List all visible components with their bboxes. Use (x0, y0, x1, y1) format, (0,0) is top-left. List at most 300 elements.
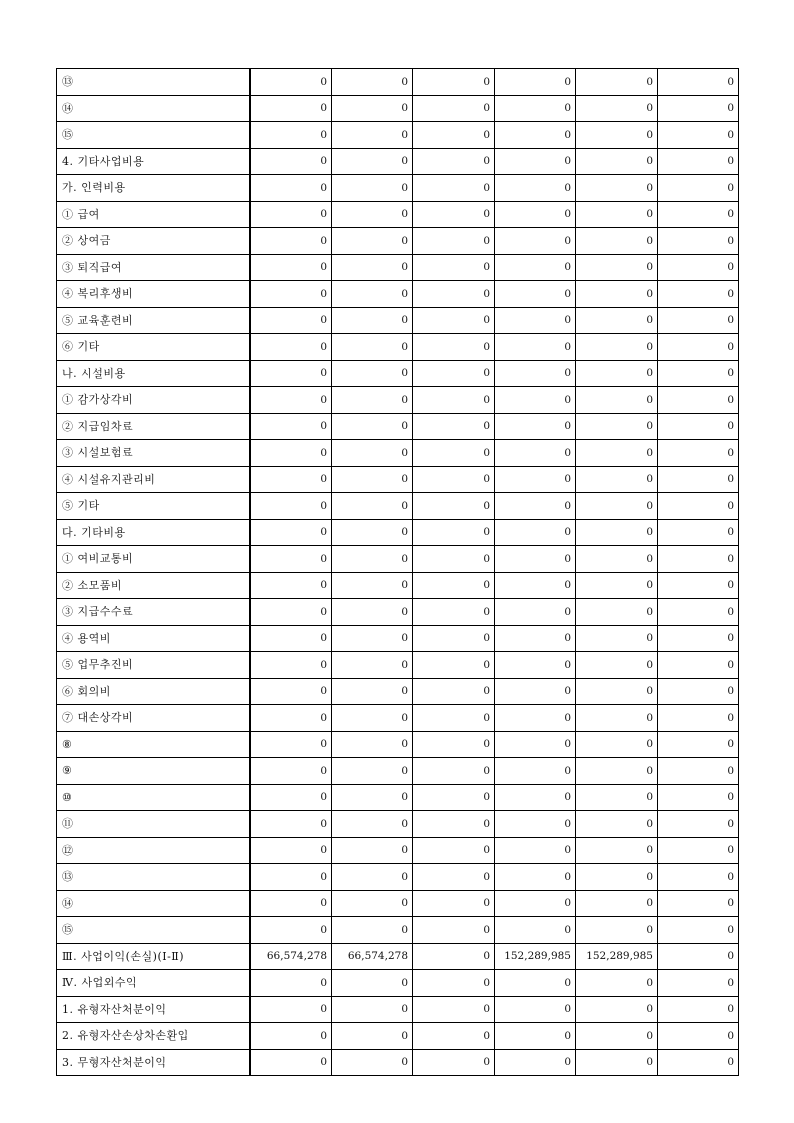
amount-cell: 0 (413, 466, 495, 493)
amount-cell: 0 (332, 731, 413, 758)
amount-cell: 0 (576, 519, 658, 546)
amount-cell: 0 (250, 1023, 332, 1050)
table-row (57, 705, 739, 732)
amount-cell: 0 (576, 254, 658, 281)
amount-cell: 0 (658, 387, 739, 414)
row-label: ③ 퇴직급여 (57, 254, 250, 281)
amount-cell: 0 (658, 652, 739, 679)
amount-cell: 0 (413, 784, 495, 811)
amount-cell: 0 (413, 387, 495, 414)
amount-cell: 0 (250, 69, 332, 96)
amount-cell: 0 (332, 493, 413, 520)
amount-cell: 0 (576, 148, 658, 175)
table-row (57, 519, 739, 546)
amount-cell: 0 (250, 599, 332, 626)
amount-cell: 0 (495, 440, 576, 467)
amount-cell: 0 (658, 413, 739, 440)
table-row (57, 307, 739, 334)
amount-cell: 0 (250, 678, 332, 705)
amount-cell: 0 (576, 572, 658, 599)
amount-cell: 0 (250, 546, 332, 573)
amount-cell: 0 (413, 652, 495, 679)
amount-cell: 0 (495, 758, 576, 785)
amount-cell: 0 (250, 996, 332, 1023)
row-label: ⑮ (57, 917, 250, 944)
row-label: 나. 시설비용 (57, 360, 250, 387)
amount-cell: 0 (413, 546, 495, 573)
amount-cell: 0 (332, 281, 413, 308)
amount-cell: 0 (495, 917, 576, 944)
amount-cell: 0 (332, 387, 413, 414)
amount-cell: 0 (576, 917, 658, 944)
row-label: ③ 지급수수료 (57, 599, 250, 626)
table-row (57, 917, 739, 944)
amount-cell: 0 (250, 1049, 332, 1076)
row-label: ⑤ 기타 (57, 493, 250, 520)
table-row (57, 890, 739, 917)
row-label: ④ 복리후생비 (57, 281, 250, 308)
table-row (57, 572, 739, 599)
amount-cell: 0 (413, 175, 495, 202)
amount-cell: 0 (332, 519, 413, 546)
amount-cell: 0 (658, 837, 739, 864)
amount-cell: 0 (413, 201, 495, 228)
amount-cell: 0 (413, 493, 495, 520)
row-label: ⑭ (57, 95, 250, 122)
amount-cell: 0 (250, 519, 332, 546)
amount-cell: 0 (658, 678, 739, 705)
amount-cell: 0 (332, 572, 413, 599)
amount-cell: 0 (413, 122, 495, 149)
row-label: 3. 무형자산처분이익 (57, 1049, 250, 1076)
table-row (57, 996, 739, 1023)
table-row (57, 811, 739, 838)
amount-cell: 0 (576, 996, 658, 1023)
row-label: ⑫ (57, 837, 250, 864)
amount-cell: 0 (413, 572, 495, 599)
amount-cell: 0 (250, 95, 332, 122)
amount-cell: 0 (413, 917, 495, 944)
amount-cell: 0 (576, 95, 658, 122)
row-label: ① 급여 (57, 201, 250, 228)
amount-cell: 0 (495, 811, 576, 838)
amount-cell: 0 (413, 890, 495, 917)
amount-cell: 0 (495, 307, 576, 334)
row-label: 가. 인력비용 (57, 175, 250, 202)
amount-cell: 0 (658, 784, 739, 811)
financial-statement-table (56, 68, 739, 1076)
table-row (57, 281, 739, 308)
row-label: ① 여비교통비 (57, 546, 250, 573)
amount-cell: 0 (250, 387, 332, 414)
amount-cell: 0 (250, 201, 332, 228)
amount-cell: 0 (413, 943, 495, 970)
amount-cell: 0 (332, 440, 413, 467)
amount-cell: 0 (576, 678, 658, 705)
table-row (57, 493, 739, 520)
amount-cell: 0 (658, 466, 739, 493)
row-label: ⑦ 대손상각비 (57, 705, 250, 732)
amount-cell: 0 (576, 360, 658, 387)
table-row (57, 122, 739, 149)
amount-cell: 0 (495, 148, 576, 175)
amount-cell: 0 (576, 811, 658, 838)
amount-cell: 0 (332, 784, 413, 811)
amount-cell: 0 (332, 307, 413, 334)
amount-cell: 0 (495, 413, 576, 440)
amount-cell: 0 (332, 148, 413, 175)
table-row (57, 652, 739, 679)
amount-cell: 0 (576, 599, 658, 626)
amount-cell: 0 (495, 970, 576, 997)
amount-cell: 0 (658, 917, 739, 944)
amount-cell: 0 (332, 599, 413, 626)
table-row (57, 440, 739, 467)
amount-cell: 0 (250, 731, 332, 758)
amount-cell: 0 (332, 175, 413, 202)
amount-cell: 0 (413, 440, 495, 467)
amount-cell: 0 (576, 334, 658, 361)
amount-cell: 0 (576, 652, 658, 679)
amount-cell: 0 (332, 970, 413, 997)
amount-cell: 0 (658, 1023, 739, 1050)
table-row (57, 201, 739, 228)
row-label: ⑮ (57, 122, 250, 149)
amount-cell: 66,574,278 (250, 943, 332, 970)
amount-cell: 0 (332, 334, 413, 361)
amount-cell: 0 (250, 122, 332, 149)
amount-cell: 0 (658, 254, 739, 281)
amount-cell: 0 (576, 281, 658, 308)
amount-cell: 152,289,985 (495, 943, 576, 970)
amount-cell: 0 (576, 201, 658, 228)
row-label: ⑬ (57, 864, 250, 891)
amount-cell: 0 (332, 466, 413, 493)
amount-cell: 0 (495, 387, 576, 414)
amount-cell: 0 (495, 599, 576, 626)
amount-cell: 0 (250, 360, 332, 387)
row-label: Ⅲ. 사업이익(손실)(Ⅰ-Ⅱ) (57, 943, 250, 970)
amount-cell: 0 (332, 758, 413, 785)
amount-cell: 0 (495, 122, 576, 149)
amount-cell: 0 (413, 1023, 495, 1050)
table-row (57, 466, 739, 493)
amount-cell: 0 (658, 572, 739, 599)
amount-cell: 0 (658, 122, 739, 149)
amount-cell: 0 (576, 175, 658, 202)
table-row (57, 599, 739, 626)
amount-cell: 0 (658, 307, 739, 334)
amount-cell: 0 (250, 281, 332, 308)
row-label: ⑭ (57, 890, 250, 917)
amount-cell: 0 (658, 1049, 739, 1076)
amount-cell: 0 (495, 996, 576, 1023)
amount-cell: 0 (250, 705, 332, 732)
amount-cell: 0 (576, 864, 658, 891)
amount-cell: 0 (495, 837, 576, 864)
row-label: ⑪ (57, 811, 250, 838)
amount-cell: 0 (658, 519, 739, 546)
amount-cell: 0 (250, 572, 332, 599)
amount-cell: 0 (332, 201, 413, 228)
amount-cell: 0 (250, 625, 332, 652)
amount-cell: 0 (413, 95, 495, 122)
amount-cell: 0 (332, 228, 413, 255)
table-row (57, 864, 739, 891)
amount-cell: 0 (576, 387, 658, 414)
amount-cell: 0 (250, 837, 332, 864)
amount-cell: 0 (495, 360, 576, 387)
amount-cell: 0 (332, 95, 413, 122)
table-row (57, 625, 739, 652)
row-label: ⑤ 교육훈련비 (57, 307, 250, 334)
row-label: 1. 유형자산처분이익 (57, 996, 250, 1023)
amount-cell: 0 (495, 466, 576, 493)
amount-cell: 0 (413, 281, 495, 308)
row-label: ⑤ 업무추진비 (57, 652, 250, 679)
amount-cell: 0 (576, 837, 658, 864)
amount-cell: 0 (250, 334, 332, 361)
row-label: ⑥ 기타 (57, 334, 250, 361)
amount-cell: 0 (332, 1049, 413, 1076)
amount-cell: 0 (413, 625, 495, 652)
amount-cell: 0 (658, 228, 739, 255)
amount-cell: 0 (250, 440, 332, 467)
amount-cell: 0 (658, 943, 739, 970)
amount-cell: 0 (250, 917, 332, 944)
amount-cell: 0 (658, 996, 739, 1023)
amount-cell: 0 (332, 69, 413, 96)
amount-cell: 0 (576, 1023, 658, 1050)
amount-cell: 0 (576, 122, 658, 149)
table-row (57, 678, 739, 705)
amount-cell: 0 (413, 360, 495, 387)
amount-cell: 0 (576, 625, 658, 652)
amount-cell: 0 (250, 970, 332, 997)
amount-cell: 152,289,985 (576, 943, 658, 970)
amount-cell: 0 (495, 1023, 576, 1050)
table-row (57, 837, 739, 864)
amount-cell: 0 (495, 281, 576, 308)
table-row (57, 758, 739, 785)
amount-cell: 0 (658, 731, 739, 758)
amount-cell: 0 (658, 440, 739, 467)
row-label: ③ 시설보험료 (57, 440, 250, 467)
table-row (57, 970, 739, 997)
amount-cell: 0 (495, 334, 576, 361)
row-label: ⑨ (57, 758, 250, 785)
amount-cell: 0 (658, 864, 739, 891)
amount-cell: 0 (576, 784, 658, 811)
amount-cell: 0 (332, 254, 413, 281)
amount-cell: 0 (332, 864, 413, 891)
amount-cell: 0 (495, 546, 576, 573)
amount-cell: 0 (495, 864, 576, 891)
amount-cell: 0 (658, 281, 739, 308)
amount-cell: 0 (413, 811, 495, 838)
table-row (57, 387, 739, 414)
amount-cell: 0 (495, 519, 576, 546)
table-body (57, 69, 739, 1076)
table-row (57, 175, 739, 202)
amount-cell: 0 (250, 307, 332, 334)
amount-cell: 0 (413, 148, 495, 175)
amount-cell: 0 (576, 307, 658, 334)
amount-cell: 0 (250, 175, 332, 202)
table-row (57, 95, 739, 122)
amount-cell: 0 (413, 69, 495, 96)
amount-cell: 0 (250, 864, 332, 891)
amount-cell: 0 (576, 890, 658, 917)
amount-cell: 0 (495, 890, 576, 917)
amount-cell: 0 (250, 890, 332, 917)
amount-cell: 0 (413, 705, 495, 732)
amount-cell: 0 (250, 811, 332, 838)
row-label: 다. 기타비용 (57, 519, 250, 546)
amount-cell: 0 (658, 970, 739, 997)
amount-cell: 0 (495, 175, 576, 202)
amount-cell: 0 (576, 705, 658, 732)
amount-cell: 0 (413, 413, 495, 440)
amount-cell: 0 (413, 228, 495, 255)
amount-cell: 66,574,278 (332, 943, 413, 970)
amount-cell: 0 (332, 1023, 413, 1050)
amount-cell: 0 (576, 466, 658, 493)
table-row (57, 228, 739, 255)
amount-cell: 0 (413, 599, 495, 626)
amount-cell: 0 (250, 413, 332, 440)
amount-cell: 0 (332, 122, 413, 149)
amount-cell: 0 (658, 546, 739, 573)
amount-cell: 0 (658, 201, 739, 228)
amount-cell: 0 (658, 69, 739, 96)
amount-cell: 0 (658, 758, 739, 785)
row-label: ⑧ (57, 731, 250, 758)
table-row (57, 784, 739, 811)
amount-cell: 0 (495, 731, 576, 758)
amount-cell: 0 (495, 678, 576, 705)
amount-cell: 0 (413, 864, 495, 891)
amount-cell: 0 (332, 625, 413, 652)
amount-cell: 0 (332, 811, 413, 838)
amount-cell: 0 (658, 175, 739, 202)
amount-cell: 0 (495, 572, 576, 599)
row-label: ④ 용역비 (57, 625, 250, 652)
amount-cell: 0 (658, 95, 739, 122)
amount-cell: 0 (495, 493, 576, 520)
table-row (57, 69, 739, 96)
amount-cell: 0 (413, 996, 495, 1023)
amount-cell: 0 (250, 784, 332, 811)
amount-cell: 0 (332, 917, 413, 944)
amount-cell: 0 (658, 599, 739, 626)
amount-cell: 0 (576, 493, 658, 520)
amount-cell: 0 (413, 254, 495, 281)
amount-cell: 0 (495, 652, 576, 679)
amount-cell: 0 (576, 546, 658, 573)
table-row (57, 254, 739, 281)
amount-cell: 0 (658, 148, 739, 175)
amount-cell: 0 (413, 837, 495, 864)
amount-cell: 0 (332, 890, 413, 917)
table-row (57, 546, 739, 573)
amount-cell: 0 (250, 493, 332, 520)
amount-cell: 0 (495, 201, 576, 228)
amount-cell: 0 (250, 254, 332, 281)
amount-cell: 0 (332, 546, 413, 573)
amount-cell: 0 (658, 493, 739, 520)
amount-cell: 0 (576, 758, 658, 785)
table-row (57, 1023, 739, 1050)
row-label: Ⅳ. 사업외수익 (57, 970, 250, 997)
amount-cell: 0 (495, 1049, 576, 1076)
amount-cell: 0 (495, 705, 576, 732)
amount-cell: 0 (332, 996, 413, 1023)
amount-cell: 0 (658, 360, 739, 387)
amount-cell: 0 (250, 148, 332, 175)
amount-cell: 0 (332, 705, 413, 732)
row-label: ④ 시설유지관리비 (57, 466, 250, 493)
amount-cell: 0 (250, 466, 332, 493)
amount-cell: 0 (658, 334, 739, 361)
amount-cell: 0 (413, 334, 495, 361)
amount-cell: 0 (413, 1049, 495, 1076)
amount-cell: 0 (576, 1049, 658, 1076)
amount-cell: 0 (495, 625, 576, 652)
amount-cell: 0 (250, 758, 332, 785)
amount-cell: 0 (576, 69, 658, 96)
row-label: ② 지급임차료 (57, 413, 250, 440)
amount-cell: 0 (332, 413, 413, 440)
table-row (57, 1049, 739, 1076)
amount-cell: 0 (495, 254, 576, 281)
row-label: 2. 유형자산손상차손환입 (57, 1023, 250, 1050)
amount-cell: 0 (250, 228, 332, 255)
amount-cell: 0 (658, 811, 739, 838)
amount-cell: 0 (413, 307, 495, 334)
amount-cell: 0 (658, 890, 739, 917)
row-label: ⑬ (57, 69, 250, 96)
table-row (57, 413, 739, 440)
amount-cell: 0 (413, 519, 495, 546)
amount-cell: 0 (332, 678, 413, 705)
amount-cell: 0 (413, 678, 495, 705)
amount-cell: 0 (658, 625, 739, 652)
amount-cell: 0 (413, 731, 495, 758)
amount-cell: 0 (413, 970, 495, 997)
amount-cell: 0 (250, 652, 332, 679)
amount-cell: 0 (495, 95, 576, 122)
amount-cell: 0 (576, 228, 658, 255)
amount-cell: 0 (576, 413, 658, 440)
amount-cell: 0 (495, 69, 576, 96)
table-row (57, 360, 739, 387)
amount-cell: 0 (658, 705, 739, 732)
row-label: 4. 기타사업비용 (57, 148, 250, 175)
row-label: ② 상여금 (57, 228, 250, 255)
amount-cell: 0 (332, 652, 413, 679)
amount-cell: 0 (413, 758, 495, 785)
amount-cell: 0 (495, 228, 576, 255)
row-label: ⑥ 회의비 (57, 678, 250, 705)
amount-cell: 0 (495, 784, 576, 811)
amount-cell: 0 (332, 837, 413, 864)
amount-cell: 0 (576, 440, 658, 467)
row-label: ⑩ (57, 784, 250, 811)
amount-cell: 0 (332, 360, 413, 387)
table-row (57, 731, 739, 758)
table-row (57, 943, 739, 970)
